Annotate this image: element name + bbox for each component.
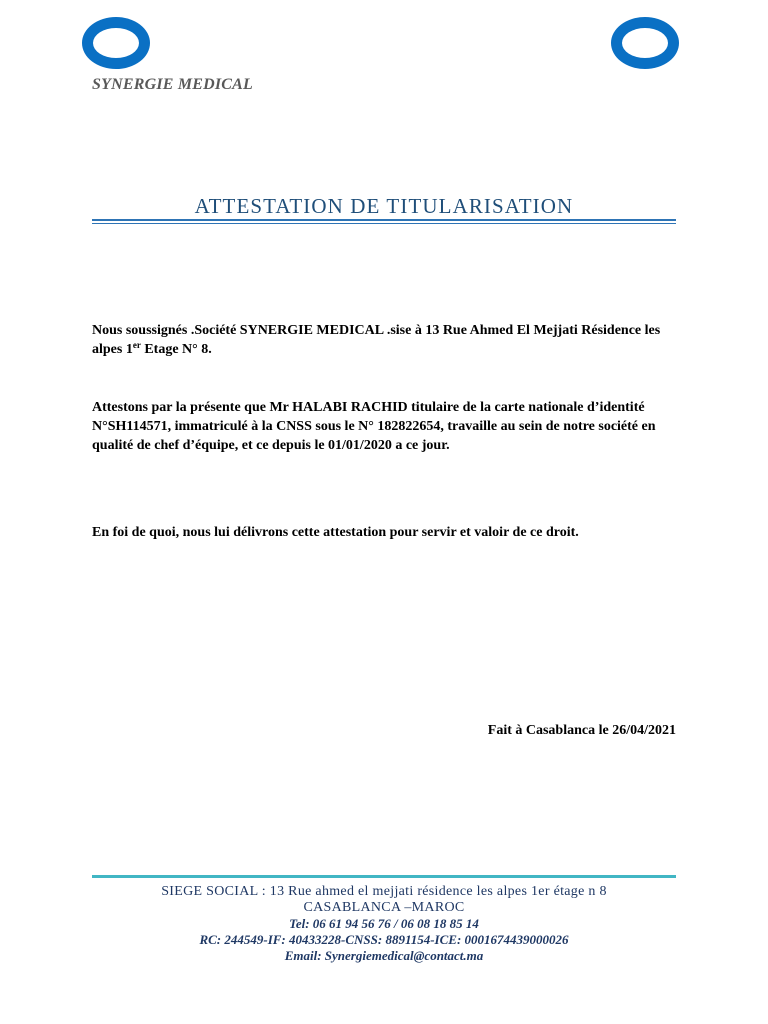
closing-paragraph: En foi de quoi, nous lui délivrons cette attestation pour servir et valoir de ce droit.	[92, 525, 579, 540]
floor-ordinal-superscript: er	[132, 340, 141, 350]
footer-siege-social: SIEGE SOCIAL : 13 Rue ahmed el mejjati résidence les alpes 1er étage n 8	[161, 884, 607, 899]
title-underline	[92, 219, 676, 221]
blue-ring-logo-icon	[611, 17, 679, 69]
footer-email: Email: Synergiemedical@contact.ma	[284, 948, 484, 963]
company-name: SYNERGIE MEDICAL	[92, 76, 254, 93]
document-title: ATTESTATION DE TITULARISATION	[194, 194, 574, 218]
address-text: Nous soussignés .Société SYNERGIE MEDICAL .sise à 13 Rue Ahmed El Mejjati Résidence les alpes 1	[92, 323, 661, 357]
footer-registration-numbers: RC: 244549-IF: 40433228-CNSS: 8891154-ICE: 0001674439000026	[199, 932, 569, 947]
company-address-paragraph	[92, 321, 678, 359]
footer-city: CASABLANCA –MAROC	[303, 900, 465, 915]
floor-number-text: Etage N° 8.	[140, 342, 212, 357]
footer-telephone: Tel: 06 61 94 56 76 / 06 08 18 85 14	[289, 916, 479, 931]
blue-ring-logo-icon	[82, 17, 150, 69]
place-and-date: Fait à Casablanca le 26/04/2021	[487, 723, 676, 738]
footer-divider	[92, 875, 676, 878]
attestation-body-paragraph: Attestons par la présente que Mr HALABI RACHID titulaire de la carte nationale d’identité N°SH114571, immatriculé à la CNSS sous le N° 182822654, travaille au sein de notre société en qualité de chef d’équipe, et ce depuis le 01/01/2020 a ce jour.	[92, 400, 656, 453]
footer	[92, 884, 676, 964]
title-underline-thin	[92, 223, 676, 224]
